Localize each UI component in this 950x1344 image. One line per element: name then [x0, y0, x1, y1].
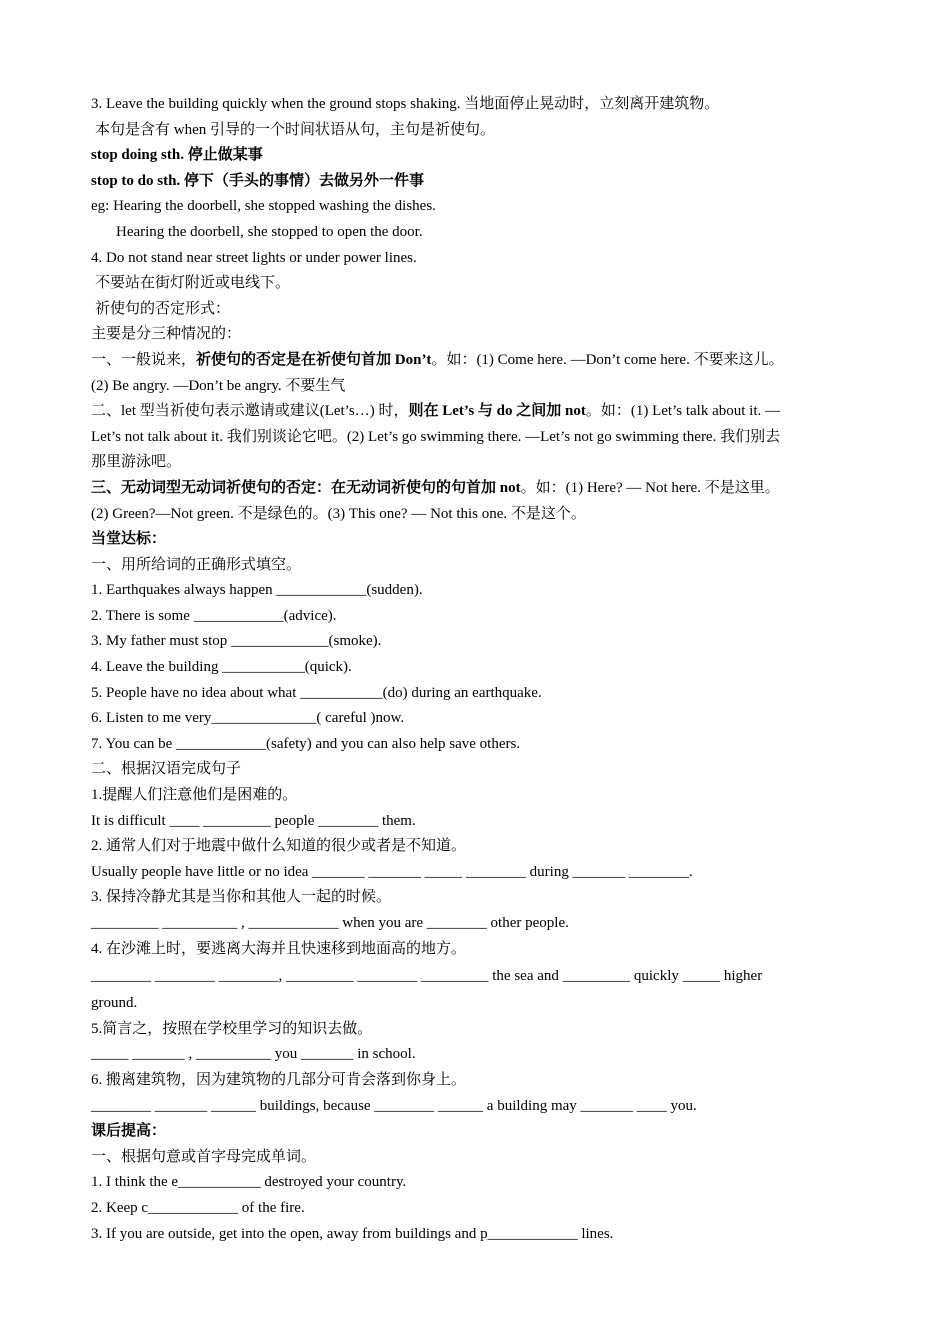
text-line — [91, 399, 863, 425]
text-segment-bold: 三、无动词型无动词祈使句的否定：在无动词祈使句的句首加 not — [91, 479, 521, 496]
text-line: (2) Green?—Not green. 不是绿色的。(3) This one? — Not this one. 不是这个。 — [91, 505, 586, 522]
text-line: 6. 搬离建筑物，因为建筑物的几部分可肯会落到你身上。 — [91, 1071, 467, 1088]
exercise-item: 2. There is some ____________(advice). — [91, 607, 337, 624]
text-line: stop doing sth. 停止做某事 — [91, 147, 263, 164]
exercise-item: Usually people have little or no idea _______ _______ _____ ________ during _______ ________. — [91, 863, 693, 880]
exercise-item: _________ __________ , ____________ when you are ________ other people. — [91, 915, 569, 931]
exercise-item: ________ ________ ________, _________ ________ _________ the sea and _________ quickly _____ higher — [91, 968, 763, 985]
section-heading: 课后提高： — [91, 1123, 167, 1140]
exercise-item: 7. You can be ____________(safety) and you can also help save others. — [91, 735, 521, 752]
text-segment: 。如：(1) Come here. —Don’t come here. 不要来这儿。 — [431, 351, 784, 368]
text-line: 3. 保持冷静尤其是当你和其他人一起的时候。 — [91, 889, 392, 906]
text-line: 5.简言之，按照在学校里学习的知识去做。 — [91, 1020, 373, 1037]
text-line: 那里游泳吧。 — [91, 454, 182, 471]
text-line: 4. 在沙滩上时，要逃离大海并且快速移到地面高的地方。 — [91, 940, 467, 957]
text-line: eg: Hearing the doorbell, she stopped washing the dishes. — [91, 198, 436, 215]
text-line: 本句是含有 when 引导的一个时间状语从句，主句是祈使句。 — [95, 121, 495, 138]
exercise-item: _____ _______ , __________ you _______ in school. — [91, 1046, 416, 1063]
text-line: 一、根据句意或首字母完成单词。 — [91, 1148, 317, 1165]
text-line: 4. Do not stand near street lights or under power lines. — [91, 249, 417, 266]
exercise-item: It is difficult ____ _________ people ________ them. — [91, 812, 416, 829]
exercise-item: 6. Listen to me very______________( careful )now. — [91, 710, 405, 727]
exercise-item: 1. I think the e___________ destroyed your country. — [91, 1174, 407, 1191]
text-segment: 。如：(1) Here? — Not here. 不是这里。 — [520, 479, 780, 496]
text-line: 2. 通常人们对于地震中做什么知道的很少或者是不知道。 — [91, 838, 467, 855]
text-segment-bold: 则在 Let’s 与 do 之间加 not — [408, 403, 586, 420]
text-line: 祈使句的否定形式： — [95, 300, 231, 317]
text-line: 主要是分三种情况的： — [91, 326, 242, 343]
exercise-item: 3. My father must stop _____________(smoke). — [91, 633, 382, 650]
text-line — [91, 476, 863, 502]
exercise-item: 1. Earthquakes always happen ____________(sudden). — [91, 582, 423, 599]
text-line: 3. Leave the building quickly when the ground stops shaking. 当地面停止晃动时，立刻离开建筑物。 — [91, 96, 720, 112]
text-segment: 二、let 型当祈使句表示邀请或建议(Let’s…) 时， — [91, 403, 409, 420]
exercise-item: ________ _______ ______ buildings, because ________ ______ a building may _______ ____ you. — [91, 1097, 697, 1114]
text-line — [91, 348, 863, 374]
text-line: 不要站在街灯附近或电线下。 — [95, 275, 291, 292]
text-line: (2) Be angry. —Don’t be angry. 不要生气 — [91, 377, 346, 394]
text-line: 一、用所给词的正确形式填空。 — [91, 556, 302, 573]
exercise-item: 5. People have no idea about what ___________(do) during an earthquake. — [91, 684, 542, 701]
text-line: Let’s not talk about it. 我们别谈论它吧。(2) Let’s go swimming there. —Let’s not go swimming there. 我们别去 — [91, 428, 781, 445]
text-line: 1.提醒人们注意他们是困难的。 — [91, 787, 298, 804]
text-segment: 。如：(1) Let’s talk about it. — — [585, 403, 780, 420]
exercise-item: 3. If you are outside, get into the open, away from buildings and p____________ lines. — [91, 1225, 614, 1242]
exercise-item: 4. Leave the building ___________(quick). — [91, 659, 352, 676]
text-segment-bold: 祈使句的否定是在祈使句首加 Don’t — [196, 351, 432, 368]
section-heading: 当堂达标： — [91, 531, 167, 548]
text-line: Hearing the doorbell, she stopped to open the door. — [116, 223, 423, 240]
exercise-item: 2. Keep c____________ of the fire. — [91, 1199, 305, 1216]
text-line: 二、根据汉语完成句子 — [91, 761, 242, 778]
document-page — [91, 92, 863, 1247]
exercise-item: ground. — [91, 995, 138, 1012]
text-segment: 一、一般说来， — [91, 351, 197, 368]
text-line: stop to do sth. 停下（手头的事情）去做另外一件事 — [91, 172, 424, 189]
